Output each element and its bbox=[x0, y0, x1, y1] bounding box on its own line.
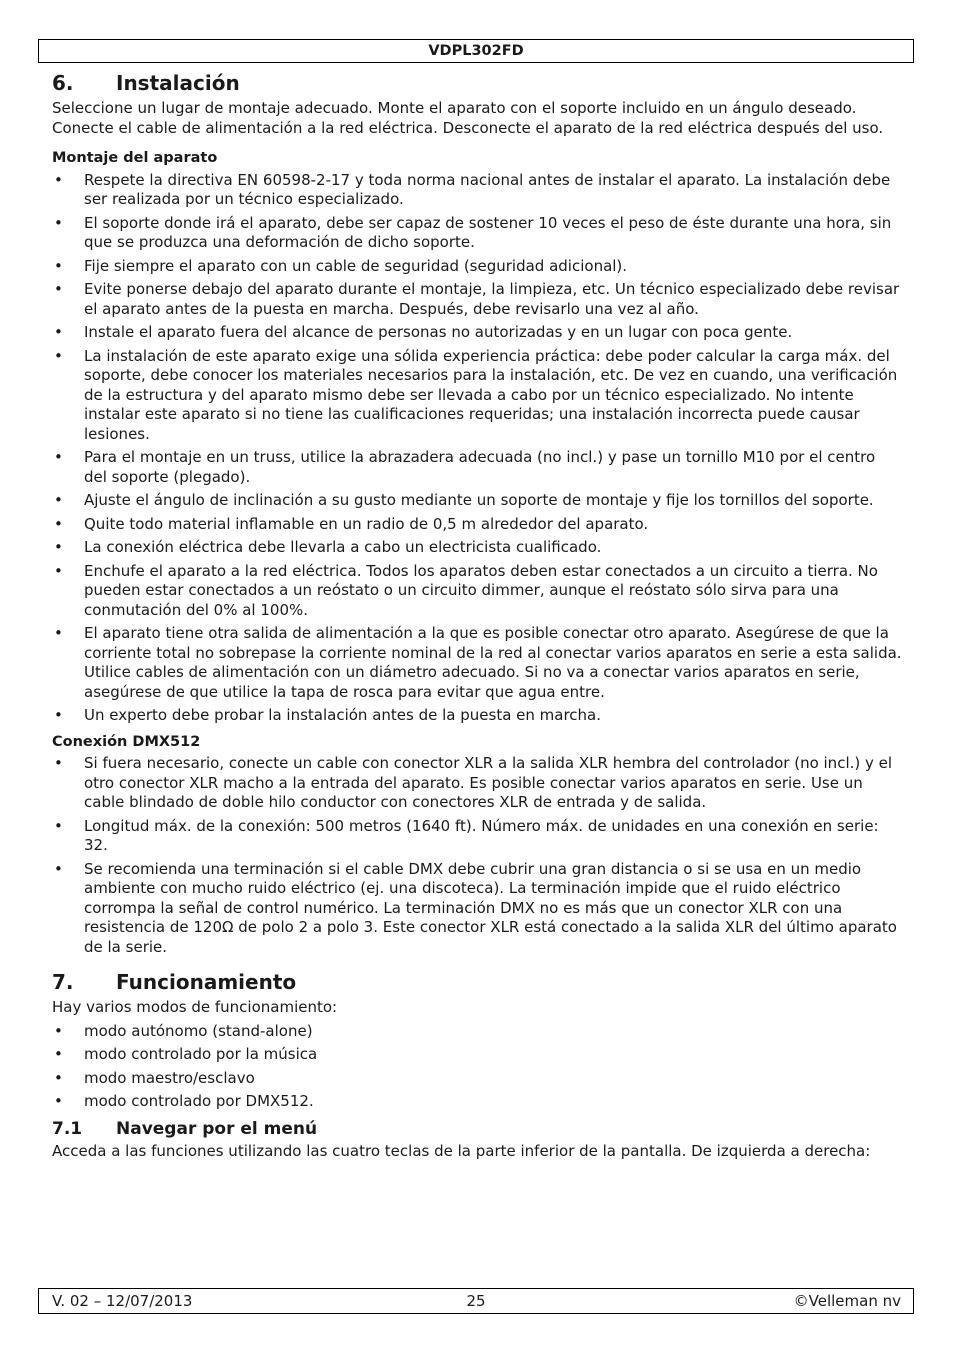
section-number: 6. bbox=[52, 71, 74, 95]
section-number: 7. bbox=[52, 970, 74, 994]
section-7-1-heading bbox=[52, 1118, 902, 1140]
list-item: • Instale el aparato fuera del alcance de personas no autorizadas y en un lugar con poca gente. bbox=[52, 323, 902, 343]
copyright: ©Velleman nv bbox=[793, 1292, 901, 1310]
list-item: • modo controlado por DMX512. bbox=[52, 1092, 902, 1112]
list-item: • Evite ponerse debajo del aparato durante el montaje, la limpieza, etc. Un técnico especializado debe revisar el aparato antes de la puesta en marcha. Después, debe revisarlo una vez al año. bbox=[52, 280, 902, 319]
list-item: • Un experto debe probar la instalación antes de la puesta en marcha. bbox=[52, 706, 902, 726]
installation-intro: Seleccione un lugar de montaje adecuado. Monte el aparato con el soporte incluido en un ángulo deseado. Conecte el cable de alimentación a la red eléctrica. Desconecte el aparato de la red eléctrica después del uso. bbox=[52, 99, 884, 137]
list-item: • Enchufe el aparato a la red eléctrica. Todos los aparatos deben estar conectados a un circuito a tierra. No pueden estar conectados a un reóstato o un circuito dimmer, aunque el reóstato sólo sirva para una conmutación del 0% al 100%. bbox=[52, 562, 902, 621]
list-item: • Se recomienda una terminación si el cable DMX debe cubrir una gran distancia o si se usa en un medio ambiente con mucho ruido eléctrico (ej. una discoteca). La terminación impide que el ruido eléctrico corrompa la señal de control numérico. La terminación DMX no es más que un conector XLR con una resistencia de 120Ω de polo 2 a polo 3. Este conector XLR está conectado a la salida XLR del último aparato de la serie. bbox=[52, 860, 902, 958]
list-item: • Fije siempre el aparato con un cable de seguridad (seguridad adicional). bbox=[52, 257, 902, 277]
montaje-list bbox=[52, 171, 902, 726]
list-item: • El soporte donde irá el aparato, debe ser capaz de sostener 10 veces el peso de éste durante una hora, sin que se produzca una deformación de dicho soporte. bbox=[52, 214, 902, 253]
model-title: VDPL302FD bbox=[428, 43, 524, 59]
dmx-list bbox=[52, 754, 902, 957]
section-7-heading bbox=[52, 969, 902, 995]
list-item: • modo autónomo (stand-alone) bbox=[52, 1022, 902, 1042]
list-item: • Ajuste el ángulo de inclinación a su gusto mediante un soporte de montaje y fije los tornillos del soporte. bbox=[52, 491, 902, 511]
section-title: Instalación bbox=[116, 71, 240, 95]
list-item: • Para el montaje en un truss, utilice la abrazadera adecuada (no incl.) y pase un tornillo M10 por el centro del soporte (plegado). bbox=[52, 448, 902, 487]
list-item: • Quite todo material inflamable en un radio de 0,5 m alrededor del aparato. bbox=[52, 515, 902, 535]
modes-list bbox=[52, 1022, 902, 1112]
version-date: V. 02 – 12/07/2013 bbox=[52, 1292, 193, 1310]
montaje-subheading: Montaje del aparato bbox=[52, 150, 218, 166]
section-title: Navegar por el menú bbox=[116, 1118, 318, 1139]
section-title: Funcionamiento bbox=[116, 970, 297, 994]
list-item: • modo controlado por la música bbox=[52, 1045, 902, 1065]
menu-navigation-text: Acceda a las funciones utilizando las cuatro teclas de la parte inferior de la pantalla. De izquierda a derecha: bbox=[52, 1141, 871, 1160]
modes-intro: Hay varios modos de funcionamiento: bbox=[52, 998, 338, 1016]
list-item: • La instalación de este aparato exige una sólida experiencia práctica: debe poder calcular la carga máx. del soporte, debe conocer los materiales necesarios para la instalación, etc. De vez en cuando, una verificación de la estructura y del aparato mismo debe ser llevada a cabo por un técnico especializado. No intente instalar este aparato si no tiene las cualificaciones requeridas; una instalación incorrecta puede causar lesiones. bbox=[52, 347, 902, 445]
section-6-heading bbox=[52, 70, 902, 96]
list-item: • Respete la directiva EN 60598-2-17 y toda norma nacional antes de instalar el aparato. La instalación debe ser realizada por un técnico especializado. bbox=[52, 171, 902, 210]
list-item: • Longitud máx. de la conexión: 500 metros (1640 ft). Número máx. de unidades en una conexión en serie: 32. bbox=[52, 817, 902, 856]
dmx-subheading: Conexión DMX512 bbox=[52, 733, 201, 750]
page-header bbox=[38, 39, 914, 63]
list-item: • modo maestro/esclavo bbox=[52, 1069, 902, 1089]
page-number: 25 bbox=[466, 1292, 486, 1310]
list-item: • Si fuera necesario, conecte un cable con conector XLR a la salida XLR hembra del controlador (no incl.) y el otro conector XLR macho a la entrada del aparato. Es posible conectar varios aparatos en serie. Use un cable blindado de doble hilo conductor con conectores XLR de entrada y de salida. bbox=[52, 754, 902, 813]
section-number: 7.1 bbox=[52, 1118, 83, 1139]
list-item: • La conexión eléctrica debe llevarla a cabo un electricista cualificado. bbox=[52, 538, 902, 558]
page-footer bbox=[38, 1288, 914, 1314]
list-item: • El aparato tiene otra salida de alimentación a la que es posible conectar otro aparato. Asegúrese de que la corriente total no sobrepase la corriente nominal de la red al conectar varios aparatos en serie a esta salida. Utilice cables de alimentación con un diámetro adecuado. Si no va a conectar varios aparatos en serie, asegúrese de que utilice la tapa de rosca para evitar que agua entre. bbox=[52, 624, 902, 702]
page-content bbox=[52, 70, 902, 1161]
